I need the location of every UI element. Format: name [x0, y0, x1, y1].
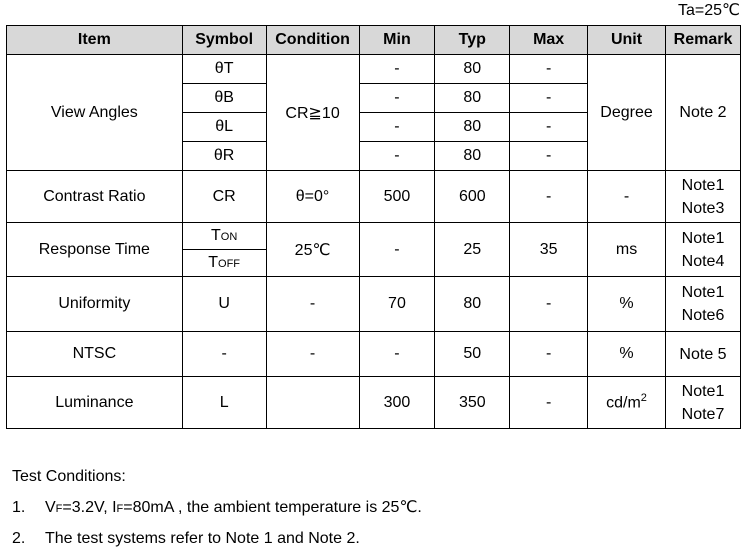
- luminance-unit: [588, 377, 666, 429]
- test-conditions-title: Test Conditions:: [12, 468, 126, 485]
- luminance-remark: [665, 377, 740, 429]
- view-angles-item: View Angles: [7, 55, 183, 171]
- luminance-max: -: [510, 377, 588, 429]
- typ-cell: 80: [435, 84, 510, 113]
- luminance-min: 300: [359, 377, 435, 429]
- header-condition: Condition: [266, 26, 359, 55]
- view-angles-condition: CR≧10: [266, 55, 359, 171]
- ntsc-symbol: -: [182, 332, 266, 377]
- min-cell: -: [359, 113, 435, 142]
- header-typ: Typ: [435, 26, 510, 55]
- typ-cell: 80: [435, 142, 510, 171]
- optical-spec-table: [6, 25, 741, 429]
- ntsc-item: NTSC: [7, 332, 183, 377]
- response-min: -: [359, 223, 435, 277]
- min-cell: -: [359, 142, 435, 171]
- remark-line: Note6: [681, 307, 725, 324]
- response-typ: 25: [435, 223, 510, 277]
- luminance-item: Luminance: [7, 377, 183, 429]
- remark-line: Note4: [681, 252, 725, 270]
- condition-text: The test systems refer to Note 1 and Note 2.: [45, 530, 360, 547]
- test-condition-1: [12, 497, 422, 528]
- response-unit: ms: [588, 223, 666, 277]
- table-row: [7, 55, 741, 84]
- list-number: 1.: [12, 499, 26, 516]
- test-condition-2: [12, 528, 422, 559]
- response-symbol-on: [182, 223, 266, 250]
- symbol-main: T: [208, 254, 219, 271]
- header-min: Min: [359, 26, 435, 55]
- max-cell: -: [510, 84, 588, 113]
- contrast-min: 500: [359, 171, 435, 223]
- symbol-cell: θB: [182, 84, 266, 113]
- symbol-sub: ON: [220, 231, 238, 243]
- header-unit: Unit: [588, 26, 666, 55]
- ntsc-max: -: [510, 332, 588, 377]
- list-number: 2.: [12, 530, 26, 547]
- uniformity-max: -: [510, 277, 588, 332]
- contrast-max: -: [510, 171, 588, 223]
- vf-main: V: [45, 499, 56, 516]
- if-main: I: [112, 499, 117, 516]
- luminance-condition: [266, 377, 359, 429]
- contrast-remark: [665, 171, 740, 223]
- uniformity-symbol: U: [182, 277, 266, 332]
- unit-sup: 2: [640, 392, 647, 405]
- remark-line: Note7: [681, 405, 725, 423]
- header-item: Item: [7, 26, 183, 55]
- typ-cell: 80: [435, 113, 510, 142]
- max-cell: -: [510, 55, 588, 84]
- symbol-cell: θT: [182, 55, 266, 84]
- contrast-symbol: CR: [182, 171, 266, 223]
- ntsc-min: -: [359, 332, 435, 377]
- uniformity-min: 70: [359, 277, 435, 332]
- uniformity-condition: -: [266, 277, 359, 332]
- contrast-typ: 600: [435, 171, 510, 223]
- max-cell: -: [510, 142, 588, 171]
- contrast-unit: -: [588, 171, 666, 223]
- unit-main: cd/m: [606, 394, 641, 412]
- typ-cell: 80: [435, 55, 510, 84]
- remark-line: Note3: [681, 199, 725, 217]
- ntsc-unit: %: [588, 332, 666, 377]
- uniformity-unit: %: [588, 277, 666, 332]
- symbol-sub: OFF: [218, 258, 241, 270]
- response-item: Response Time: [7, 223, 183, 277]
- vf-sub: F: [55, 503, 63, 515]
- ntsc-condition: -: [266, 332, 359, 377]
- table-row-ntsc: [7, 332, 741, 377]
- vf-value: =3.2V,: [62, 499, 113, 516]
- response-max: 35: [510, 223, 588, 277]
- table-row-contrast: [7, 171, 741, 223]
- table-row-uniformity: [7, 277, 741, 332]
- header-symbol: Symbol: [182, 26, 266, 55]
- header-remark: Remark: [665, 26, 740, 55]
- symbol-cell: θL: [182, 113, 266, 142]
- symbol-main: T: [211, 227, 221, 244]
- ntsc-typ: 50: [435, 332, 510, 377]
- remark-line: Note1: [681, 382, 725, 400]
- luminance-typ: 350: [435, 377, 510, 429]
- if-value: =80mA , the ambient temperature is 25℃.: [123, 499, 422, 516]
- uniformity-item: Uniformity: [7, 277, 183, 332]
- uniformity-remark: [665, 277, 740, 332]
- response-symbol-off: [182, 250, 266, 277]
- remark-line: Note1: [681, 176, 725, 194]
- view-angles-remark: Note 2: [665, 55, 740, 171]
- contrast-item: Contrast Ratio: [7, 171, 183, 223]
- if-sub: F: [116, 503, 124, 515]
- header-row: [7, 26, 741, 55]
- ntsc-remark: Note 5: [665, 332, 740, 377]
- uniformity-typ: 80: [435, 277, 510, 332]
- symbol-cell: θR: [182, 142, 266, 171]
- remark-line: Note1: [681, 229, 725, 247]
- remark-line: Note1: [681, 284, 725, 301]
- luminance-symbol: L: [182, 377, 266, 429]
- view-angles-unit: Degree: [588, 55, 666, 171]
- test-conditions: [12, 466, 422, 559]
- ambient-temperature: Ta=25℃: [677, 2, 740, 19]
- header-max: Max: [510, 26, 588, 55]
- min-cell: -: [359, 84, 435, 113]
- response-remark: [665, 223, 740, 277]
- contrast-condition: θ=0°: [266, 171, 359, 223]
- min-cell: -: [359, 55, 435, 84]
- table-row-luminance: [7, 377, 741, 429]
- response-condition: 25℃: [266, 223, 359, 277]
- table-row-response: [7, 223, 741, 250]
- max-cell: -: [510, 113, 588, 142]
